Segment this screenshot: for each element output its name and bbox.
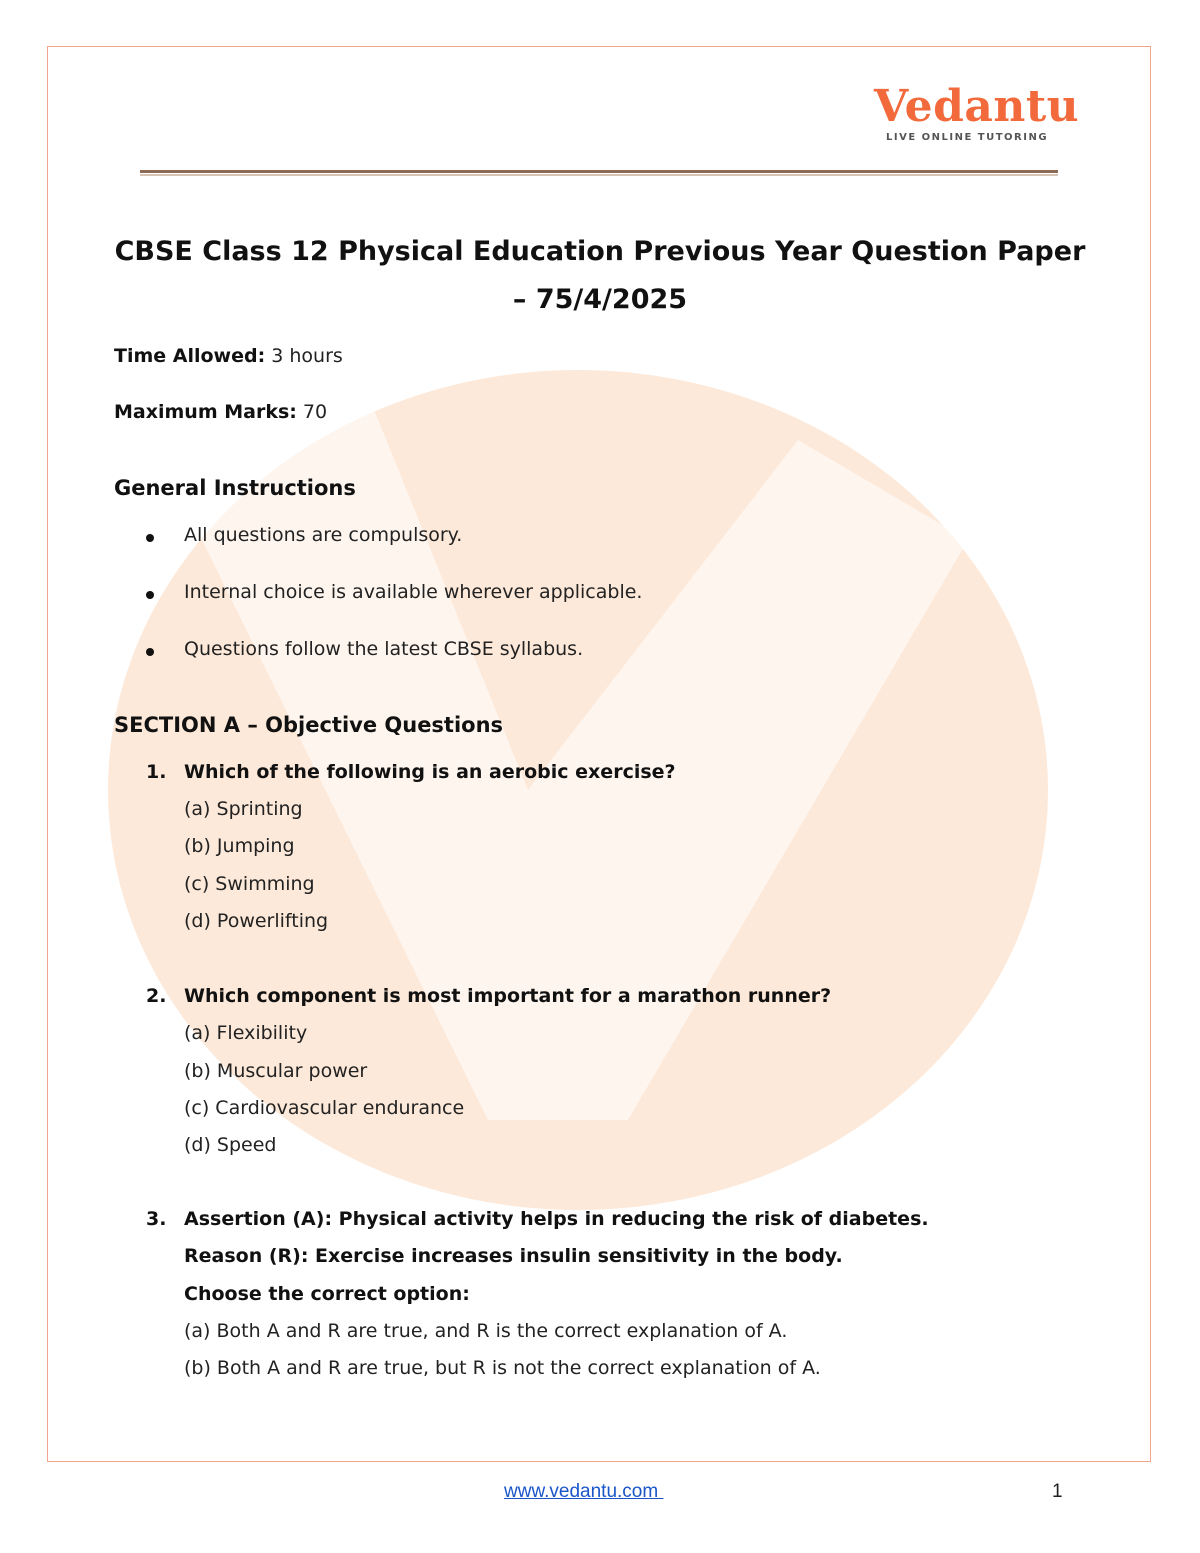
question-option: (a) Both A and R are true, and R is the correct explanation of A. bbox=[184, 1320, 788, 1342]
header-divider bbox=[140, 170, 1058, 176]
general-instructions-heading: General Instructions bbox=[114, 476, 356, 500]
question-number: 2. bbox=[146, 985, 167, 1007]
question-option: (c) Swimming bbox=[184, 873, 315, 895]
time-allowed bbox=[114, 345, 343, 367]
page-title-line-2: – 75/4/2025 bbox=[512, 284, 688, 315]
page-title-line-1: CBSE Class 12 Physical Education Previous Year Question Paper bbox=[114, 236, 1086, 267]
question-text: Which component is most important for a marathon runner? bbox=[184, 985, 832, 1007]
question-number: 3. bbox=[146, 1208, 167, 1230]
time-allowed-label: Time Allowed: bbox=[114, 345, 266, 367]
question-option: (b) Muscular power bbox=[184, 1060, 368, 1082]
reason-text: Reason (R): Exercise increases insulin sensitivity in the body. bbox=[184, 1245, 843, 1267]
question-option: (d) Speed bbox=[184, 1134, 277, 1156]
logo-tagline: LIVE ONLINE TUTORING bbox=[886, 132, 1049, 143]
bullet-dot-icon bbox=[146, 534, 154, 542]
maximum-marks-value: 70 bbox=[296, 401, 328, 423]
section-a-heading: SECTION A – Objective Questions bbox=[114, 713, 504, 737]
question-option: (a) Sprinting bbox=[184, 798, 303, 820]
question-number: 1. bbox=[146, 761, 167, 783]
footer-website-link[interactable]: www.vedantu.com bbox=[504, 1481, 664, 1502]
question-option: (b) Jumping bbox=[184, 835, 295, 857]
instruction-text: Questions follow the latest CBSE syllabus. bbox=[184, 638, 584, 660]
question-text: Which of the following is an aerobic exercise? bbox=[184, 761, 676, 783]
instruction-text: All questions are compulsory. bbox=[184, 524, 463, 546]
vedantu-logo[interactable] bbox=[868, 80, 1080, 150]
logo-wordmark: Vedantu bbox=[874, 81, 1080, 132]
bullet-dot-icon bbox=[146, 648, 154, 656]
question-option: (b) Both A and R are true, but R is not the correct explanation of A. bbox=[184, 1357, 821, 1379]
question-option: (d) Powerlifting bbox=[184, 910, 329, 932]
question-option: (a) Flexibility bbox=[184, 1022, 308, 1044]
page-number: 1 bbox=[1052, 1481, 1063, 1502]
assertion-text: Assertion (A): Physical activity helps in reducing the risk of diabetes. bbox=[184, 1208, 929, 1230]
question-option: (c) Cardiovascular endurance bbox=[184, 1097, 465, 1119]
time-allowed-value: 3 hours bbox=[265, 345, 343, 367]
maximum-marks-label: Maximum Marks: bbox=[114, 401, 297, 423]
bullet-dot-icon bbox=[146, 591, 154, 599]
instruction-text: Internal choice is available wherever applicable. bbox=[184, 581, 643, 603]
choose-prompt: Choose the correct option: bbox=[184, 1283, 470, 1305]
maximum-marks bbox=[114, 401, 327, 423]
